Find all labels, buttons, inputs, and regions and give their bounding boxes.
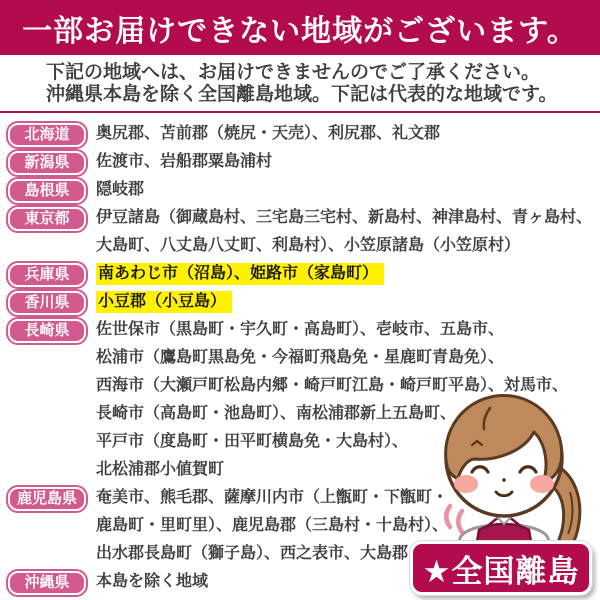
region-row (8, 288, 600, 316)
region-line: 鹿島町・里町里）、鹿児島郡（三島村・十島村）、 (96, 517, 449, 534)
region-areas (96, 176, 600, 204)
region-line: 奄美市、熊毛郡、薩摩川内市（上甑町・下甑町・ (96, 489, 449, 506)
region-row (8, 148, 600, 176)
region-line: 伊豆諸島（御蔵島村、三宅島三宅村、新島村、神津島村、青ヶ島村、 (96, 209, 593, 226)
region-areas (96, 120, 600, 148)
bowing-girl-icon (422, 388, 594, 556)
prefecture-badge: 東京都 (8, 207, 86, 231)
region-row (8, 176, 600, 204)
region-row (8, 204, 600, 260)
region-row (8, 260, 600, 288)
region-areas (96, 148, 600, 176)
prefecture-badge: 鹿児島県 (8, 487, 86, 511)
region-line (96, 288, 600, 316)
subtitle-line-2: 沖縄県本島を除く全国離島地域。下記は代表的な地域です。 (46, 84, 558, 105)
highlighted-area: 南あわじ市（沼島）、姫路市（家島町） (96, 263, 384, 285)
region-line: 平戸市（度島町・田平町横島免・大島村）、 (96, 433, 409, 450)
region-areas (96, 204, 600, 260)
region-row (8, 120, 600, 148)
region-line: 西海市（大瀬戸町松島内郷・崎戸町江島・崎戸町平島）、対馬市、 (96, 377, 569, 394)
region-line: 佐世保市（黒島町・宇久町・高島町）、壱岐市、五島市、 (96, 321, 505, 338)
prefecture-badge: 香川県 (8, 291, 86, 315)
region-areas (96, 260, 600, 288)
prefecture-badge: 沖縄県 (8, 571, 86, 595)
prefecture-badge: 北海道 (8, 123, 86, 147)
prefecture-badge: 島根県 (8, 179, 86, 203)
nationwide-islands-label: ★全国離島 (422, 553, 580, 589)
prefecture-badge: 新潟県 (8, 151, 86, 175)
highlighted-area: 小豆郡（小豆島） (96, 291, 232, 313)
region-line: 奥尻郡、苫前郡（焼尻・天売）、利尻郡、礼文郡 (96, 125, 441, 142)
region-line: 長崎市（高島町・池島町）、南松浦郡新上五島町、 (96, 405, 457, 422)
region-line: 隠岐郡 (96, 181, 145, 198)
notice-title: 一部お届けできない地域がございます。 (22, 14, 578, 48)
notice-header (0, 0, 600, 55)
region-areas (96, 288, 600, 316)
subtitle-line-1: 下記の地域へは、お届けできませんのでご了承ください。 (46, 62, 541, 83)
region-line: 佐渡市、岩船郡粟島浦村 (96, 153, 273, 170)
region-line: 本島を除く地域 (96, 573, 209, 590)
region-line: 松浦市（鷹島町黒島免・今福町飛島免・星鹿町青島免）、 (96, 349, 505, 366)
nationwide-islands-badge (410, 541, 592, 595)
prefecture-badge: 兵庫県 (8, 263, 86, 287)
notice-subtitle (0, 55, 600, 106)
prefecture-badge: 長崎県 (8, 319, 86, 343)
bowing-girl-illustration (422, 388, 594, 556)
region-line: 北松浦郡小値賀町 (96, 461, 225, 478)
region-line: 出水郡長島町（獅子島）、西之表市、大島郡 (96, 545, 409, 562)
region-line (96, 260, 600, 288)
region-line: 大島町、八丈島八丈町、利島村）、小笠原諸島（小笠原村） (96, 237, 521, 254)
